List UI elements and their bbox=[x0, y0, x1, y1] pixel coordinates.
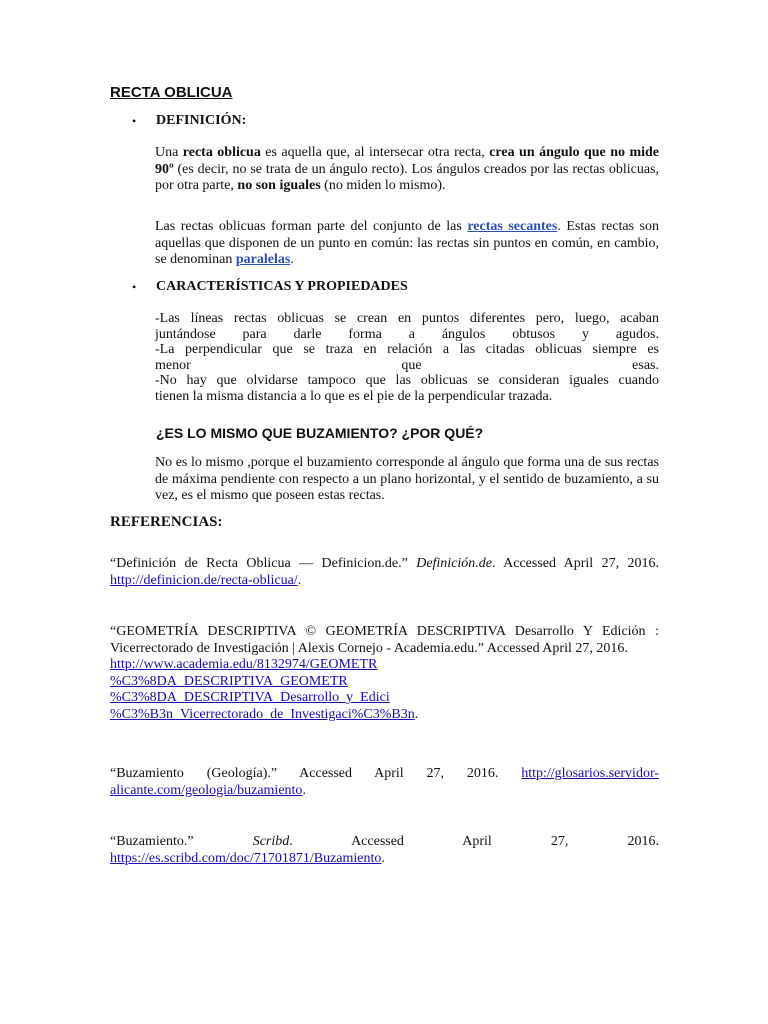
reference-3: “Buzamiento (Geología).” Accessed April 27, 2016. http://glosarios.servidor-alicante.com/geologia/buzamiento. bbox=[110, 766, 659, 798]
reference-4-url-link[interactable]: https://es.scribd.com/doc/71701871/Buzamiento bbox=[110, 850, 382, 866]
reference-2: “GEOMETRÍA DESCRIPTIVA © GEOMETRÍA DESCRIPTIVA Desarrollo Y Edición : Vicerrectorado de Investigación | Alexis Cornejo - Academia.edu.” Accessed April 27, 2016. http://www.academia.edu/8132974/GEOMETR %C3%8DA_DESCRIPTIVA_GEOMETR %C3%8DA_DESCRIPTIVA_Desarrollo_y_Edici %C3%B3n_Vicerrectorado_de_Investigaci%C3%B3n. bbox=[110, 624, 659, 722]
reference-2-url-link[interactable]: %C3%8DA_DESCRIPTIVA_Desarrollo_y_Edici bbox=[110, 690, 390, 705]
reference-1-url-link[interactable]: http://definicion.de/recta-oblicua/ bbox=[110, 572, 298, 588]
characteristics-heading: CARACTERÍSTICAS Y PROPIEDADES bbox=[156, 279, 408, 294]
page-title: RECTA OBLICUA bbox=[110, 84, 233, 101]
question-heading: ¿ES LO MISMO QUE BUZAMIENTO? ¿POR QUÉ? bbox=[156, 425, 484, 441]
reference-4: “Buzamiento.” Scribd. Accessed April 27, 2016. https://es.scribd.com/doc/71701871/Buzamiento. bbox=[110, 834, 660, 866]
reference-3-url-link[interactable]: http://glosarios.servidor-alicante.com/geologia/buzamiento bbox=[110, 766, 659, 798]
paralelas-link[interactable]: paralelas bbox=[235, 252, 291, 267]
characteristics-paragraph: -Las líneas rectas oblicuas se crean en puntos diferentes pero, luego, acaban juntándose para darle forma a ángulos obtusos y agudos. -La perpendicular que se traza en relación a las citadas oblicuas siempre es menor que esas. -No hay que olvidarse tampoco que las oblicuas se consideran iguales cuando tienen la misma distancia a lo que es el pie de la perpendicular trazada. bbox=[155, 311, 659, 404]
reference-2-url-link[interactable]: %C3%8DA_DESCRIPTIVA_GEOMETR bbox=[110, 673, 348, 689]
definition-paragraph-1: Una recta oblicua es aquella que, al intersecar otra recta, crea un ángulo que no mide 90º (es decir, no se trata de un ángulo recto). Los ángulos creados por las rectas oblicuas, por otra parte, no son iguales (no miden lo mismo). bbox=[155, 145, 660, 193]
reference-2-url-link[interactable]: %C3%B3n_Vicerrectorado_de_Investigaci%C3%B3n bbox=[110, 706, 415, 722]
reference-1: “Definición de Recta Oblicua — Definicion.de.” Definición.de. Accessed April 27, 2016. http://definicion.de/recta-oblicua/. bbox=[110, 556, 659, 588]
reference-2-url-link[interactable]: http://www.academia.edu/8132974/GEOMETR bbox=[110, 657, 378, 672]
bullet-icon: • bbox=[132, 280, 137, 294]
bullet-icon: • bbox=[132, 114, 137, 128]
definition-heading: DEFINICIÓN: bbox=[156, 113, 247, 128]
rectas-secantes-link[interactable]: rectas secantes bbox=[467, 219, 558, 234]
definition-paragraph-2: Las rectas oblicuas forman parte del conjunto de las rectas secantes. Estas rectas son aquellas que disponen de un punto en común: las rectas sin puntos en común, en cambio, se denominan paralelas. bbox=[155, 219, 659, 267]
question-answer: No es lo mismo ,porque el buzamiento corresponde al ángulo que forma una de sus rectas de máxima pendiente con respecto a un plano horizontal, y el sentido de buzamiento, a su vez, es el mismo que poseen estas rectas. bbox=[155, 455, 659, 503]
references-heading: REFERENCIAS: bbox=[110, 514, 223, 530]
